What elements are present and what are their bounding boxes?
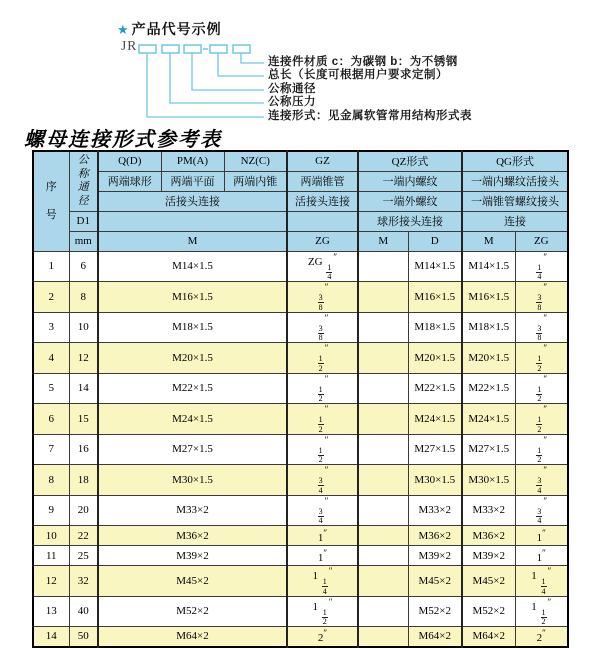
cell-m: M24×1.5 — [98, 404, 287, 435]
label-connection-form: 连接形式：见金属软管常用结构形式表 — [268, 110, 472, 122]
nut-connection-table — [32, 150, 569, 648]
cell-dn: 8 — [69, 282, 98, 313]
cell-m: M16×1.5 — [98, 282, 287, 313]
cell-qg-zg: $\frac{1}{2}$ ″ — [515, 373, 568, 404]
cell-qg-m: M30×1.5 — [462, 465, 515, 496]
page-title: 螺母连接形式参考表 — [24, 129, 222, 151]
cell-m: M45×2 — [98, 566, 287, 597]
cell-qg-m: M39×2 — [462, 546, 515, 566]
cell-gz: 1 $\frac{1}{2}$ ″ — [287, 596, 358, 627]
header-col-pm: PM(A) — [161, 151, 224, 171]
cell-qz-m — [358, 373, 408, 404]
cell-qz-d: M33×2 — [408, 495, 462, 526]
cell-gz: $\frac{3}{8}$ ″ — [287, 312, 358, 343]
cell-m: M36×2 — [98, 526, 287, 546]
header-gz-connection: 活接头连接 — [287, 191, 358, 211]
cell-seq: 11 — [33, 546, 69, 566]
callout-line — [170, 53, 264, 103]
cell-m: M30×1.5 — [98, 465, 287, 496]
table-row — [33, 312, 568, 343]
header-qg-type2: 一端锥管螺纹接头 — [462, 191, 568, 211]
table-row — [33, 596, 568, 627]
table-row — [33, 526, 568, 546]
cell-qg-zg: $\frac{1}{4}$ ″ — [515, 251, 568, 282]
label-total-length: 总长（长度可根据用户要求定制） — [268, 69, 448, 81]
table-row — [33, 627, 568, 647]
cell-gz: $\frac{1}{2}$ ″ — [287, 434, 358, 465]
cell-m: M22×1.5 — [98, 373, 287, 404]
cell-seq: 14 — [33, 627, 69, 647]
cell-seq: 13 — [33, 596, 69, 627]
code-box — [233, 45, 250, 53]
cell-gz: 1″ — [287, 526, 358, 546]
cell-qz-d: M14×1.5 — [408, 251, 462, 282]
table-row — [33, 495, 568, 526]
cell-m: M52×2 — [98, 596, 287, 627]
cell-qg-zg: 1″ — [515, 526, 568, 546]
cell-gz: ZG $\frac{1}{4}$ ″ — [287, 251, 358, 282]
cell-gz: 2″ — [287, 627, 358, 647]
header-col-qz: QZ形式 — [358, 151, 462, 171]
cell-seq: 5 — [33, 373, 69, 404]
cell-qg-m: M64×2 — [462, 627, 515, 647]
cell-gz: $\frac{1}{2}$ ″ — [287, 373, 358, 404]
cell-qz-m — [358, 343, 408, 374]
cell-qz-d: M27×1.5 — [408, 434, 462, 465]
cell-dn: 20 — [69, 495, 98, 526]
header-empty-gz — [287, 211, 358, 231]
cell-qz-d: M39×2 — [408, 546, 462, 566]
cell-qg-zg: 1 $\frac{1}{4}$ ″ — [515, 566, 568, 597]
header-qz-m: M — [358, 231, 408, 251]
cell-qg-zg: $\frac{3}{8}$ ″ — [515, 282, 568, 313]
cell-seq: 9 — [33, 495, 69, 526]
cell-gz: 1 $\frac{1}{4}$ ″ — [287, 566, 358, 597]
cell-seq: 7 — [33, 434, 69, 465]
table-row — [33, 373, 568, 404]
cell-qz-m — [358, 251, 408, 282]
cell-m: M20×1.5 — [98, 343, 287, 374]
header-d1: D1 — [69, 211, 98, 231]
cell-qz-d: M22×1.5 — [408, 373, 462, 404]
header-qg-type: 一端内螺纹活接头 — [462, 171, 568, 191]
cell-qz-m — [358, 404, 408, 435]
cell-qz-m — [358, 596, 408, 627]
cell-dn: 25 — [69, 546, 98, 566]
header-nz-type: 两端内锥 — [224, 171, 287, 191]
cell-gz: $\frac{1}{2}$ ″ — [287, 343, 358, 374]
table-row — [33, 251, 568, 282]
cell-m: M64×2 — [98, 627, 287, 647]
cell-qz-m — [358, 526, 408, 546]
header-dn: 公 称 通 径 — [69, 151, 98, 211]
cell-qg-zg: $\frac{1}{2}$ ″ — [515, 434, 568, 465]
cell-gz: $\frac{1}{2}$ ″ — [287, 404, 358, 435]
header-q-type: 两端球形 — [98, 171, 161, 191]
header-qg-zg: ZG — [515, 231, 568, 251]
header-qg-m: M — [462, 231, 515, 251]
header-col-q: Q(D) — [98, 151, 161, 171]
cell-qz-d: M36×2 — [408, 526, 462, 546]
cell-qg-m: M27×1.5 — [462, 434, 515, 465]
cell-seq: 1 — [33, 251, 69, 282]
header-empty-span — [98, 211, 287, 231]
cell-qg-zg: $\frac{1}{2}$ ″ — [515, 404, 568, 435]
cell-qg-m: M52×2 — [462, 596, 515, 627]
cell-qz-m — [358, 495, 408, 526]
diagram-title — [117, 19, 222, 39]
cell-seq: 2 — [33, 282, 69, 313]
cell-qz-d: M30×1.5 — [408, 465, 462, 496]
cell-qg-m: M22×1.5 — [462, 373, 515, 404]
header-col-qg: QG形式 — [462, 151, 568, 171]
label-nominal-diameter: 公称通径 — [268, 83, 316, 95]
callout-line — [192, 53, 264, 90]
header-mm: mm — [69, 231, 98, 251]
code-box — [184, 45, 201, 53]
cell-qg-m: M16×1.5 — [462, 282, 515, 313]
cell-qg-zg: $\frac{3}{8}$ ″ — [515, 312, 568, 343]
code-box — [210, 45, 227, 53]
cell-dn: 15 — [69, 404, 98, 435]
code-box — [139, 45, 156, 53]
cell-dn: 22 — [69, 526, 98, 546]
cell-qg-zg: $\frac{3}{4}$ ″ — [515, 465, 568, 496]
cell-dn: 14 — [69, 373, 98, 404]
cell-qz-m — [358, 627, 408, 647]
cell-qz-m — [358, 566, 408, 597]
table-header — [33, 151, 568, 251]
cell-m: M33×2 — [98, 495, 287, 526]
cell-dn: 50 — [69, 627, 98, 647]
cell-qg-m: M24×1.5 — [462, 404, 515, 435]
cell-dn: 12 — [69, 343, 98, 374]
cell-qz-m — [358, 282, 408, 313]
cell-qz-m — [358, 312, 408, 343]
cell-qg-m: M20×1.5 — [462, 343, 515, 374]
cell-qz-d: M18×1.5 — [408, 312, 462, 343]
cell-m: M18×1.5 — [98, 312, 287, 343]
cell-gz: $\frac{3}{4}$ ″ — [287, 465, 358, 496]
cell-seq: 10 — [33, 526, 69, 546]
product-code-prefix: JR — [121, 38, 138, 53]
cell-qz-m — [358, 465, 408, 496]
table-row — [33, 546, 568, 566]
table-row — [33, 566, 568, 597]
cell-qg-m: M14×1.5 — [462, 251, 515, 282]
header-qz-d: D — [408, 231, 462, 251]
table-row — [33, 343, 568, 374]
cell-qg-m: M18×1.5 — [462, 312, 515, 343]
cell-m: M14×1.5 — [98, 251, 287, 282]
table-row — [33, 282, 568, 313]
cell-m: M39×2 — [98, 546, 287, 566]
cell-qz-m — [358, 434, 408, 465]
cell-qz-m — [358, 546, 408, 566]
header-qz-type: 一端内螺纹 — [358, 171, 462, 191]
header-gz-type: 两端锥管 — [287, 171, 358, 191]
cell-qg-zg: 1″ — [515, 546, 568, 566]
cell-dn: 18 — [69, 465, 98, 496]
cell-seq: 6 — [33, 404, 69, 435]
header-col-gz: GZ — [287, 151, 358, 171]
label-material: 连接件材质 c：为碳钢 b：为不锈钢 — [268, 56, 458, 68]
cell-qg-m: M33×2 — [462, 495, 515, 526]
callout-line — [241, 53, 264, 63]
cell-qg-zg: $\frac{3}{4}$ ″ — [515, 495, 568, 526]
cell-gz: 1″ — [287, 546, 358, 566]
header-union-connection: 活接头连接 — [98, 191, 287, 211]
cell-qz-d: M24×1.5 — [408, 404, 462, 435]
cell-qz-d: M64×2 — [408, 627, 462, 647]
cell-seq: 12 — [33, 566, 69, 597]
cell-qz-d: M52×2 — [408, 596, 462, 627]
diagram-title-text: 产品代号示例 — [131, 21, 222, 37]
cell-qg-m: M45×2 — [462, 566, 515, 597]
cell-dn: 6 — [69, 251, 98, 282]
header-pm-type: 两端平面 — [161, 171, 224, 191]
label-nominal-pressure: 公称压力 — [268, 96, 316, 108]
cell-qg-zg: 2″ — [515, 627, 568, 647]
header-qz-type2: 一端外螺纹 — [358, 191, 462, 211]
header-col-nz: NZ(C) — [224, 151, 287, 171]
header-zg-unit: ZG — [287, 231, 358, 251]
cell-qg-zg: $\frac{1}{2}$ ″ — [515, 343, 568, 374]
star-icon: ★ — [117, 22, 130, 37]
cell-dn: 40 — [69, 596, 98, 627]
header-qg-connection: 连接 — [462, 211, 568, 231]
cell-qg-m: M36×2 — [462, 526, 515, 546]
cell-seq: 3 — [33, 312, 69, 343]
code-box — [162, 45, 179, 53]
table-row — [33, 404, 568, 435]
cell-qg-zg: 1 $\frac{1}{2}$ ″ — [515, 596, 568, 627]
cell-qz-d: M16×1.5 — [408, 282, 462, 313]
header-seq: 序 号 — [33, 151, 69, 251]
cell-qz-d: M20×1.5 — [408, 343, 462, 374]
cell-gz: $\frac{3}{8}$ ″ — [287, 282, 358, 313]
header-m-unit: M — [98, 231, 287, 251]
cell-gz: $\frac{3}{4}$ ″ — [287, 495, 358, 526]
cell-dn: 32 — [69, 566, 98, 597]
table-body — [33, 251, 568, 647]
table-row — [33, 434, 568, 465]
table-row — [33, 465, 568, 496]
header-qz-connection: 球形接头连接 — [358, 211, 462, 231]
cell-dn: 16 — [69, 434, 98, 465]
cell-dn: 10 — [69, 312, 98, 343]
cell-m: M27×1.5 — [98, 434, 287, 465]
cell-seq: 8 — [33, 465, 69, 496]
cell-qz-d: M45×2 — [408, 566, 462, 597]
cell-seq: 4 — [33, 343, 69, 374]
